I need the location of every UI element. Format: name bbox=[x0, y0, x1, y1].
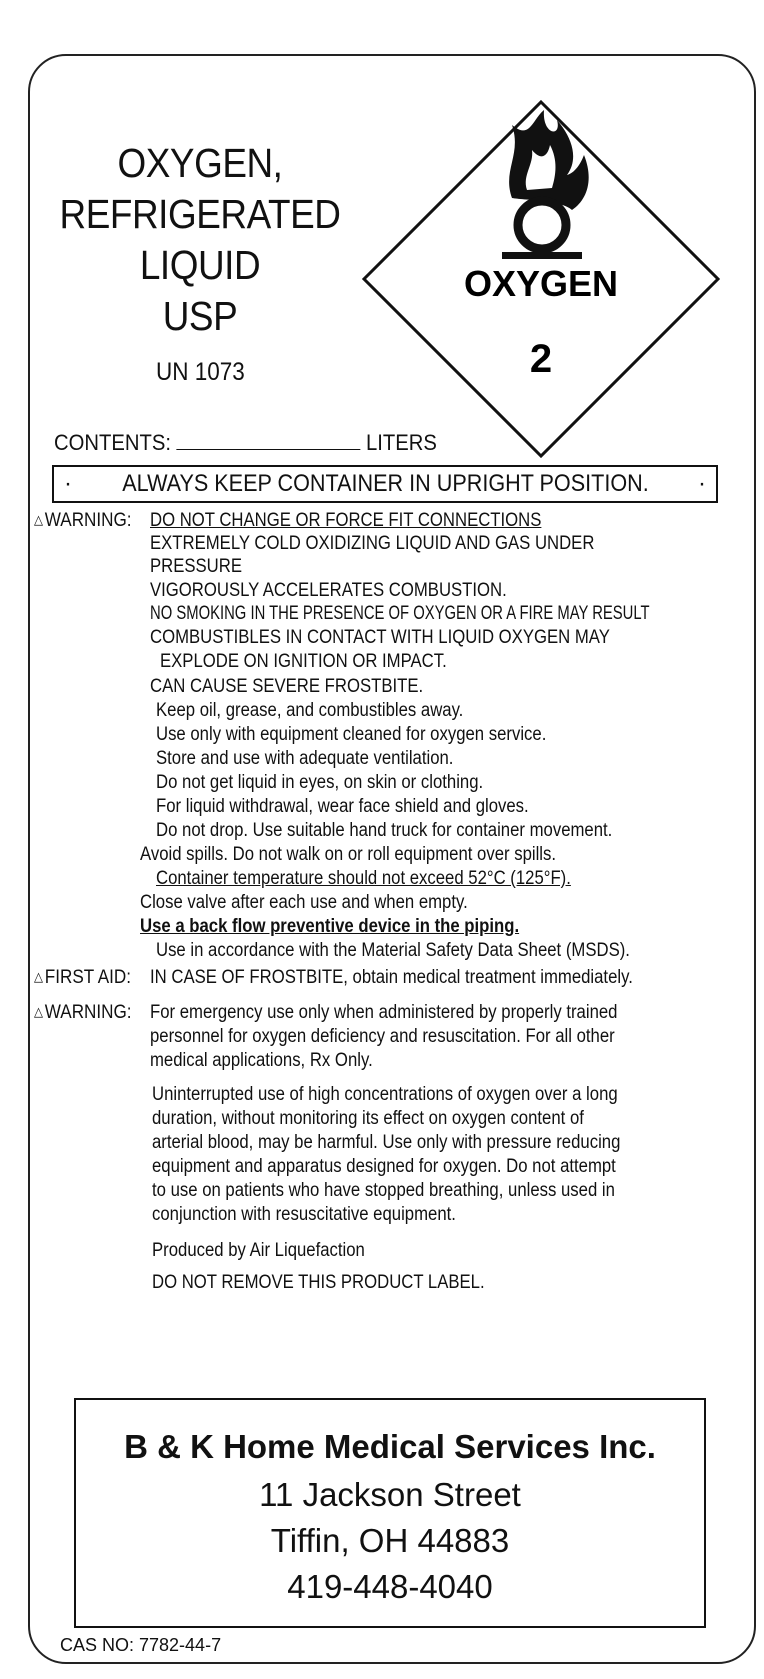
paragraph-line: duration, without monitoring its effect on oxygen content of bbox=[152, 1108, 584, 1129]
title-line: LIQUID bbox=[139, 242, 261, 288]
warning-line: Do not drop. Use suitable hand truck for container movement. bbox=[156, 820, 613, 841]
warning-line: medical applications, Rx Only. bbox=[150, 1050, 373, 1071]
warning-line: Container temperature should not exceed 52°C (125°F). bbox=[156, 868, 571, 889]
contents-label: CONTENTS: bbox=[54, 430, 171, 455]
paragraph-line: Uninterrupted use of high concentrations of oxygen over a long bbox=[152, 1084, 618, 1105]
company-box bbox=[74, 1398, 706, 1628]
warning-line: NO SMOKING IN THE PRESENCE OF OXYGEN OR A FIRE MAY RESULT bbox=[150, 603, 650, 624]
warning-line: PRESSURE bbox=[150, 556, 242, 577]
warning-line: For liquid withdrawal, wear face shield and gloves. bbox=[156, 796, 529, 817]
title-line: USP bbox=[162, 293, 238, 339]
placard-class-number: 2 bbox=[529, 337, 553, 381]
bullet-icon: · bbox=[698, 470, 706, 497]
company-city: Tiffin, OH 44883 bbox=[270, 1522, 510, 1559]
warning-triangle-icon: △ bbox=[34, 969, 43, 984]
warning-line: Store and use with adequate ventilation. bbox=[156, 748, 454, 769]
warning-line: Use in accordance with the Material Safety Data Sheet (MSDS). bbox=[156, 940, 630, 961]
company-street: 11 Jackson Street bbox=[259, 1476, 521, 1513]
warning-line: EXPLODE ON IGNITION OR IMPACT. bbox=[160, 651, 447, 672]
do-not-remove: DO NOT REMOVE THIS PRODUCT LABEL. bbox=[152, 1272, 485, 1293]
contents-line bbox=[54, 430, 437, 456]
warning-line: DO NOT CHANGE OR FORCE FIT CONNECTIONS bbox=[150, 510, 542, 531]
contents-blank bbox=[176, 431, 360, 450]
warning-line: Do not get liquid in eyes, on skin or clothing. bbox=[156, 772, 484, 793]
upright-notice-box bbox=[52, 465, 718, 503]
warning-line: For emergency use only when administered by properly trained bbox=[150, 1002, 618, 1023]
title-line: OXYGEN, bbox=[117, 140, 283, 186]
hazard-placard bbox=[362, 100, 720, 458]
paragraph-line: to use on patients who have stopped breathing, unless used in bbox=[152, 1180, 615, 1201]
warning-line: Use only with equipment cleaned for oxygen service. bbox=[156, 724, 547, 745]
warning-label-text: WARNING: bbox=[44, 1002, 132, 1023]
company-name: B & K Home Medical Services Inc. bbox=[124, 1428, 656, 1465]
cas-number: CAS NO: 7782-44-7 bbox=[60, 1635, 222, 1655]
first-aid-label-text: FIRST AID: bbox=[44, 967, 131, 988]
warning-line: Close valve after each use and when empty. bbox=[140, 892, 468, 913]
placard-label: OXYGEN bbox=[463, 263, 619, 304]
warning-line: Use a back flow preventive device in the piping. bbox=[140, 916, 520, 937]
warning-triangle-icon: △ bbox=[34, 1004, 43, 1019]
warning-line: VIGOROUSLY ACCELERATES COMBUSTION. bbox=[150, 580, 507, 601]
paragraph-line: conjunction with resuscitative equipment. bbox=[152, 1204, 456, 1225]
first-aid-label bbox=[34, 967, 131, 989]
title-line: REFRIGERATED bbox=[59, 191, 341, 237]
product-title bbox=[56, 138, 344, 342]
un-number: UN 1073 bbox=[156, 358, 245, 386]
bullet-icon: · bbox=[64, 470, 72, 497]
warning-line: EXTREMELY COLD OXIDIZING LIQUID AND GAS UNDER bbox=[150, 533, 595, 554]
first-aid-text: IN CASE OF FROSTBITE, obtain medical treatment immediately. bbox=[150, 967, 633, 988]
paragraph-line: equipment and apparatus designed for oxygen. Do not attempt bbox=[152, 1156, 616, 1177]
warning-triangle-icon: △ bbox=[34, 512, 43, 527]
warning-label-text: WARNING: bbox=[44, 510, 132, 531]
warning-line: COMBUSTIBLES IN CONTACT WITH LIQUID OXYGEN MAY bbox=[150, 627, 610, 648]
contents-unit: LITERS bbox=[365, 430, 437, 455]
warning-label bbox=[34, 1002, 132, 1024]
warning-line: personnel for oxygen deficiency and resuscitation. For all other bbox=[150, 1026, 615, 1047]
produced-by: Produced by Air Liquefaction bbox=[152, 1240, 365, 1261]
warning-line: Avoid spills. Do not walk on or roll equipment over spills. bbox=[140, 844, 557, 865]
company-phone: 419-448-4040 bbox=[287, 1568, 493, 1605]
warning-label bbox=[34, 510, 132, 532]
upright-notice: ALWAYS KEEP CONTAINER IN UPRIGHT POSITION. bbox=[121, 470, 649, 497]
warning-line: Keep oil, grease, and combustibles away. bbox=[156, 700, 464, 721]
paragraph-line: arterial blood, may be harmful. Use only with pressure reducing bbox=[152, 1132, 621, 1153]
warning-line: CAN CAUSE SEVERE FROSTBITE. bbox=[150, 676, 424, 697]
